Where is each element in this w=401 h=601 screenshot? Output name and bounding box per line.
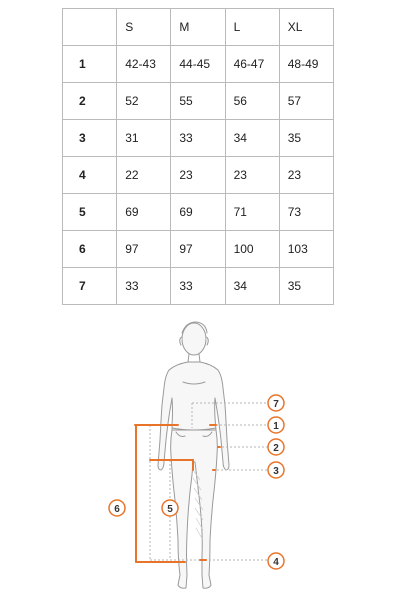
size-chart-table <box>62 8 334 305</box>
marker-2 <box>268 439 284 455</box>
table-cell: 103 <box>279 231 333 268</box>
header-cell-m: M <box>171 9 225 46</box>
table-cell: 31 <box>117 120 171 157</box>
table-cell: 44-45 <box>171 46 225 83</box>
table-cell: 48-49 <box>279 46 333 83</box>
table-row <box>63 231 334 268</box>
table-cell: 22 <box>117 157 171 194</box>
svg-text:4: 4 <box>273 557 279 568</box>
table-cell: 71 <box>225 194 279 231</box>
table-cell: 52 <box>117 83 171 120</box>
row-number: 1 <box>63 46 117 83</box>
head-outline <box>182 323 206 355</box>
table-cell: 34 <box>225 268 279 305</box>
svg-text:1: 1 <box>273 421 279 432</box>
table-cell: 35 <box>279 120 333 157</box>
table-header-row <box>63 9 334 46</box>
table-cell: 69 <box>171 194 225 231</box>
table-cell: 55 <box>171 83 225 120</box>
table-cell: 56 <box>225 83 279 120</box>
table-row <box>63 46 334 83</box>
table-row <box>63 157 334 194</box>
marker-4 <box>268 553 284 569</box>
table-cell: 35 <box>279 268 333 305</box>
table-row <box>63 268 334 305</box>
table-cell: 34 <box>225 120 279 157</box>
table-cell: 23 <box>171 157 225 194</box>
table-cell: 73 <box>279 194 333 231</box>
table-cell: 33 <box>171 120 225 157</box>
svg-text:5: 5 <box>167 504 173 515</box>
header-cell-l: L <box>225 9 279 46</box>
table-cell: 69 <box>117 194 171 231</box>
svg-text:6: 6 <box>114 504 120 515</box>
table-cell: 42-43 <box>117 46 171 83</box>
svg-text:2: 2 <box>273 443 279 454</box>
table-cell: 97 <box>117 231 171 268</box>
marker-1 <box>268 417 284 433</box>
table-cell: 23 <box>225 157 279 194</box>
svg-text:3: 3 <box>273 466 279 477</box>
table-row <box>63 194 334 231</box>
header-cell-xl: XL <box>279 9 333 46</box>
marker-7 <box>268 395 284 411</box>
marker-3 <box>268 462 284 478</box>
marker-5 <box>162 500 178 516</box>
marker-6 <box>109 500 125 516</box>
table-cell: 23 <box>279 157 333 194</box>
row-number: 6 <box>63 231 117 268</box>
row-number: 7 <box>63 268 117 305</box>
measurement-diagram <box>0 310 401 601</box>
row-number: 2 <box>63 83 117 120</box>
table-cell: 46-47 <box>225 46 279 83</box>
row-number: 3 <box>63 120 117 157</box>
table-cell: 33 <box>117 268 171 305</box>
header-cell-blank <box>63 9 117 46</box>
row-number: 5 <box>63 194 117 231</box>
table-cell: 33 <box>171 268 225 305</box>
table-row <box>63 83 334 120</box>
table-cell: 97 <box>171 231 225 268</box>
table-cell: 57 <box>279 83 333 120</box>
row-number: 4 <box>63 157 117 194</box>
svg-text:7: 7 <box>273 399 279 410</box>
body-silhouette <box>158 322 229 588</box>
header-cell-s: S <box>117 9 171 46</box>
table-row <box>63 120 334 157</box>
table-cell: 100 <box>225 231 279 268</box>
